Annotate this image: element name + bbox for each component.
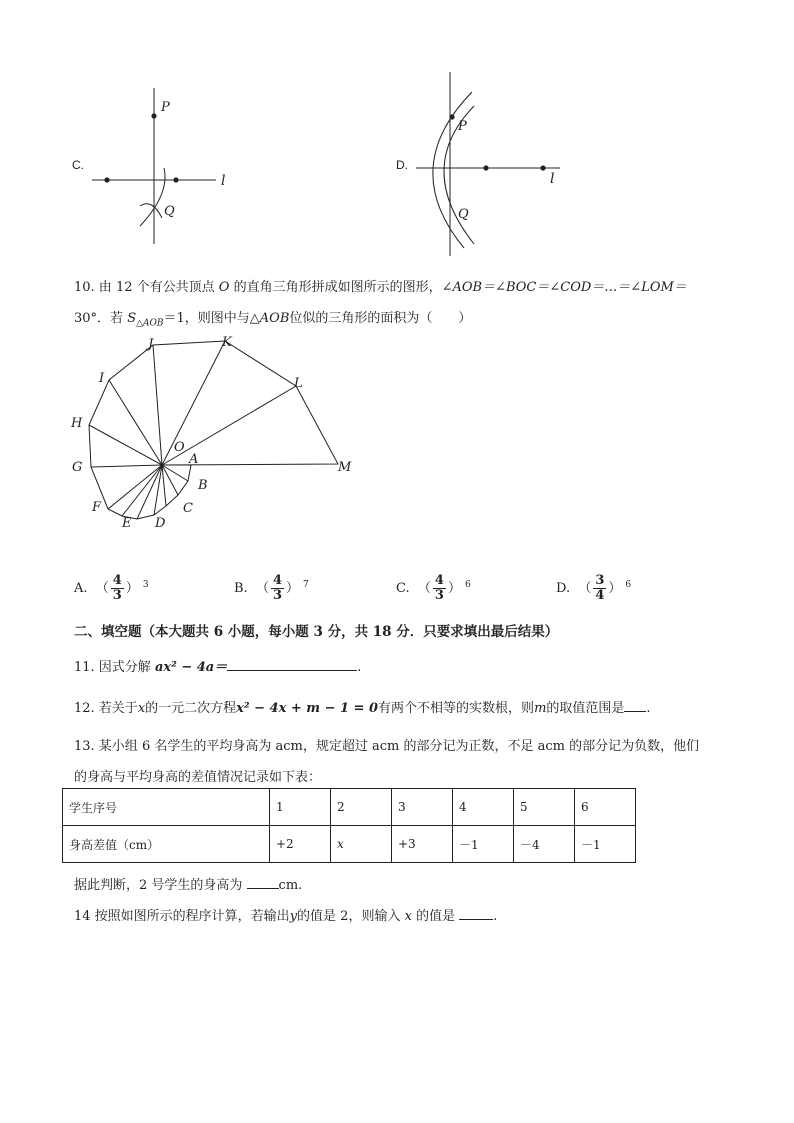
label-f: F [92, 500, 102, 515]
table-row [63, 826, 636, 863]
question-14: 14 按照如图所示的程序计算，若输出y的值是 2，则输入 x 的值是 . [74, 909, 498, 924]
figure-option-c [66, 78, 246, 248]
figure-c-diagram [66, 78, 246, 248]
table-cell: 3 [392, 789, 453, 826]
label-i: I [99, 371, 105, 386]
table-cell: －1 [575, 826, 636, 863]
question-11: 11. 因式分解 ax² − 4a＝ . [74, 660, 362, 675]
label-h: H [71, 416, 83, 431]
table-cell: 2 [331, 789, 392, 826]
question-13-line1: 13. 某小组 6 名学生的平均身高为 acm，规定超过 acm 的部分记为正数，不足 acm 的部分记为负数，他们 [74, 739, 700, 754]
option-d-label: D. [396, 158, 408, 172]
table-cell: 1 [270, 789, 331, 826]
question-10-line1: 10. 由 12 个有公共顶点 O 的直角三角形拼成如图所示的图形，∠AOB＝∠BOC＝∠COD＝…＝∠LOM＝ [74, 280, 687, 295]
label-p: P [161, 100, 170, 115]
table-cell: 身高差值（cm） [63, 826, 270, 863]
label-o: O [174, 440, 185, 455]
label-l: L [294, 376, 303, 391]
q12-answer-blank[interactable] [624, 699, 646, 712]
table-cell: +2 [270, 826, 331, 863]
table-cell: 6 [575, 789, 636, 826]
label-g: G [72, 460, 83, 475]
q10-option-b[interactable]: B. （ $\frac{4}{3}$ ） $^7$ [234, 573, 309, 603]
question-10-line2: 30°．若 $S_{\triangle AOB}=1$，则图中与△AOB位似的三角形的面积为（ ） [74, 311, 472, 329]
label-l: l [221, 173, 226, 189]
table-cell: x [331, 826, 392, 863]
label-d: D [155, 516, 166, 531]
question-13-line2: 的身高与平均身高的差值情况记录如下表： [74, 770, 322, 785]
label-c: C [183, 501, 193, 516]
question-12: 12. 若关于x的一元二次方程x² − 4x + m − 1 = 0有两个不相等的实数根，则m的取值范围是 . [74, 701, 651, 716]
q10-option-c[interactable]: C. （ $\frac{4}{3}$ ） $^6$ [396, 573, 471, 603]
option-c-label: C. [72, 158, 84, 172]
figure-option-d [394, 72, 584, 256]
label-p: P [458, 119, 467, 134]
q14-answer-blank[interactable] [459, 907, 493, 920]
section-2-heading: 二、填空题（本大题共 6 小题，每小题 3 分，共 18 分．只要求填出最后结果） [74, 624, 559, 640]
label-m: M [338, 460, 352, 475]
figure-d-diagram [394, 72, 584, 256]
q13-answer-blank[interactable] [247, 876, 279, 889]
question-13-after: 据此判断，2 号学生的身高为 cm. [74, 878, 303, 893]
label-e: E [122, 516, 132, 531]
table-cell: +3 [392, 826, 453, 863]
table-cell: －1 [453, 826, 514, 863]
table-row [63, 789, 636, 826]
table-cell: 4 [453, 789, 514, 826]
label-q: Q [164, 204, 175, 219]
label-q: Q [458, 207, 469, 222]
height-difference-table [62, 788, 636, 863]
q11-answer-blank[interactable] [227, 658, 357, 671]
label-l: l [550, 171, 555, 187]
q10-option-a[interactable]: A. （ $\frac{4}{3}$ ） $^3$ [74, 573, 149, 603]
label-j: J [148, 337, 154, 352]
table-cell: 学生序号 [63, 789, 270, 826]
q10-option-d[interactable]: D. （ $\frac{3}{4}$ ） $^6$ [556, 573, 632, 603]
table-cell: －4 [514, 826, 575, 863]
label-a: A [189, 452, 199, 467]
table-cell: 5 [514, 789, 575, 826]
label-k: K [222, 335, 232, 350]
spiral-triangles-figure [62, 330, 362, 540]
label-b: B [198, 478, 208, 493]
